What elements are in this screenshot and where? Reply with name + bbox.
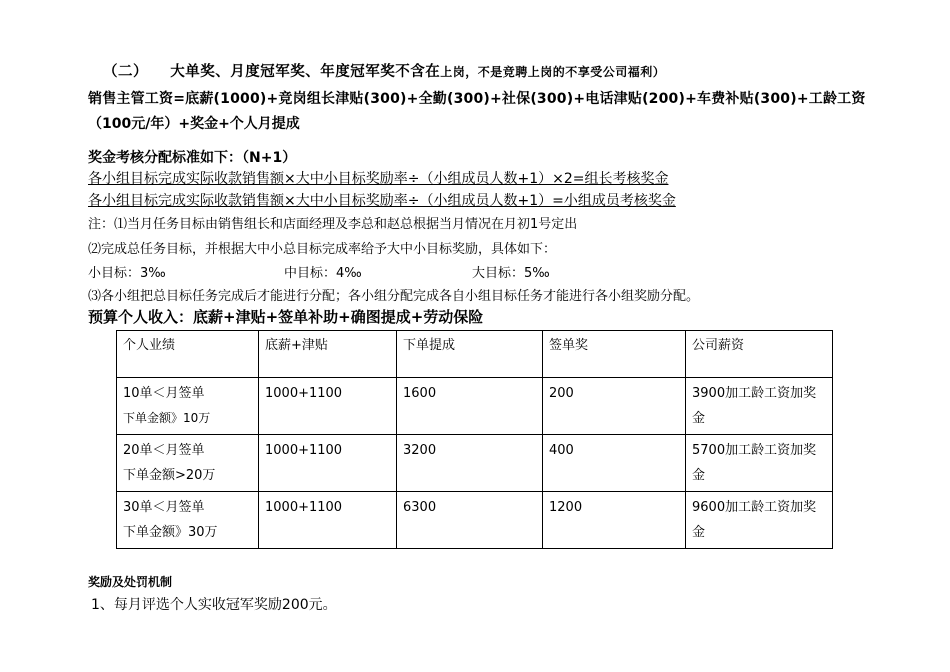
note-2: ⑵完成总任务目标，并根据大中小总目标完成率给予大中小目标奖励，具体如下： (88, 242, 557, 257)
table-row (117, 492, 833, 549)
header-sign-bonus: 签单奖 (543, 331, 686, 378)
salary-formula-line1: 销售主管工资=底薪(1000)+竞岗组长津贴(300)+全勤(300)+社保(300)+电话津贴(200)+车费补贴(300)+工龄工资 (88, 91, 866, 107)
leader-bonus-formula: 各小组目标完成实际收款销售额×大中小目标奖励率÷（小组成员人数+1）×2=组长考核奖金 (88, 171, 669, 187)
header-performance: 个人业绩 (117, 331, 259, 378)
performance-amount: 下单金额》30万 (123, 525, 218, 540)
cell-salary: 5700加工龄工资加奖金 (686, 435, 833, 492)
cell-commission: 3200 (397, 435, 543, 492)
bonus-standard-title: 奖金考核分配标准如下：（N+1） (88, 150, 297, 166)
target-big: 大目标：5‰ (472, 266, 550, 281)
target-small: 小目标：3‰ (88, 266, 166, 281)
performance-orders: 20单＜月签单 (123, 443, 205, 458)
budget-income-title: 预算个人收入：底薪+津贴+签单补助+确图提成+劳动保险 (88, 308, 484, 326)
target-rates (88, 262, 608, 280)
cell-salary: 3900加工龄工资加奖金 (686, 378, 833, 435)
cell-sign-bonus: 1200 (543, 492, 686, 549)
table-row (117, 378, 833, 435)
header-base-allowance: 底薪+津贴 (259, 331, 397, 378)
cell-performance (117, 435, 259, 492)
section-number: （二） (103, 64, 148, 80)
performance-amount: 下单金额》10万 (123, 411, 211, 425)
reward-item-1: 1、每月评选个人实收冠军奖励200元。 (91, 597, 337, 613)
reward-penalty-title: 奖励及处罚机制 (88, 575, 173, 589)
cell-sign-bonus: 200 (543, 378, 686, 435)
salary-formula-line2: （100元/年）+奖金+个人月提成 (88, 116, 300, 132)
header-company-salary: 公司薪资 (686, 331, 833, 378)
performance-orders: 10单＜月签单 (123, 386, 205, 401)
section-heading (103, 60, 665, 81)
cell-performance (117, 492, 259, 549)
cell-sign-bonus: 400 (543, 435, 686, 492)
cell-base: 1000+1100 (259, 378, 397, 435)
cell-commission: 1600 (397, 378, 543, 435)
cell-salary: 9600加工龄工资加奖金 (686, 492, 833, 549)
table-row (117, 435, 833, 492)
cell-base: 1000+1100 (259, 492, 397, 549)
cell-performance (117, 378, 259, 435)
performance-amount: 下单金额>20万 (123, 468, 216, 483)
target-mid: 中目标：4‰ (284, 266, 362, 281)
table-header-row (117, 331, 833, 378)
note-1: 注：⑴当月任务目标由销售组长和店面经理及李总和赵总根据当月情况在月初1号定出 (88, 217, 578, 232)
section-heading-main: 大单奖、月度冠军奖、年度冠军奖不含在 (170, 64, 441, 80)
performance-orders: 30单＜月签单 (123, 500, 205, 515)
income-table (116, 330, 833, 549)
cell-base: 1000+1100 (259, 435, 397, 492)
note-3: ⑶各小组把总目标任务完成后才能进行分配；各小组分配完成各自小组目标任务才能进行各小组奖励分配。 (88, 289, 700, 304)
cell-commission: 6300 (397, 492, 543, 549)
header-order-commission: 下单提成 (397, 331, 543, 378)
member-bonus-formula: 各小组目标完成实际收款销售额×大中小目标奖励率÷（小组成员人数+1）=小组成员考核奖金 (88, 193, 676, 209)
section-heading-note: 上岗，不是竞聘上岗的不享受公司福利） (440, 65, 666, 79)
